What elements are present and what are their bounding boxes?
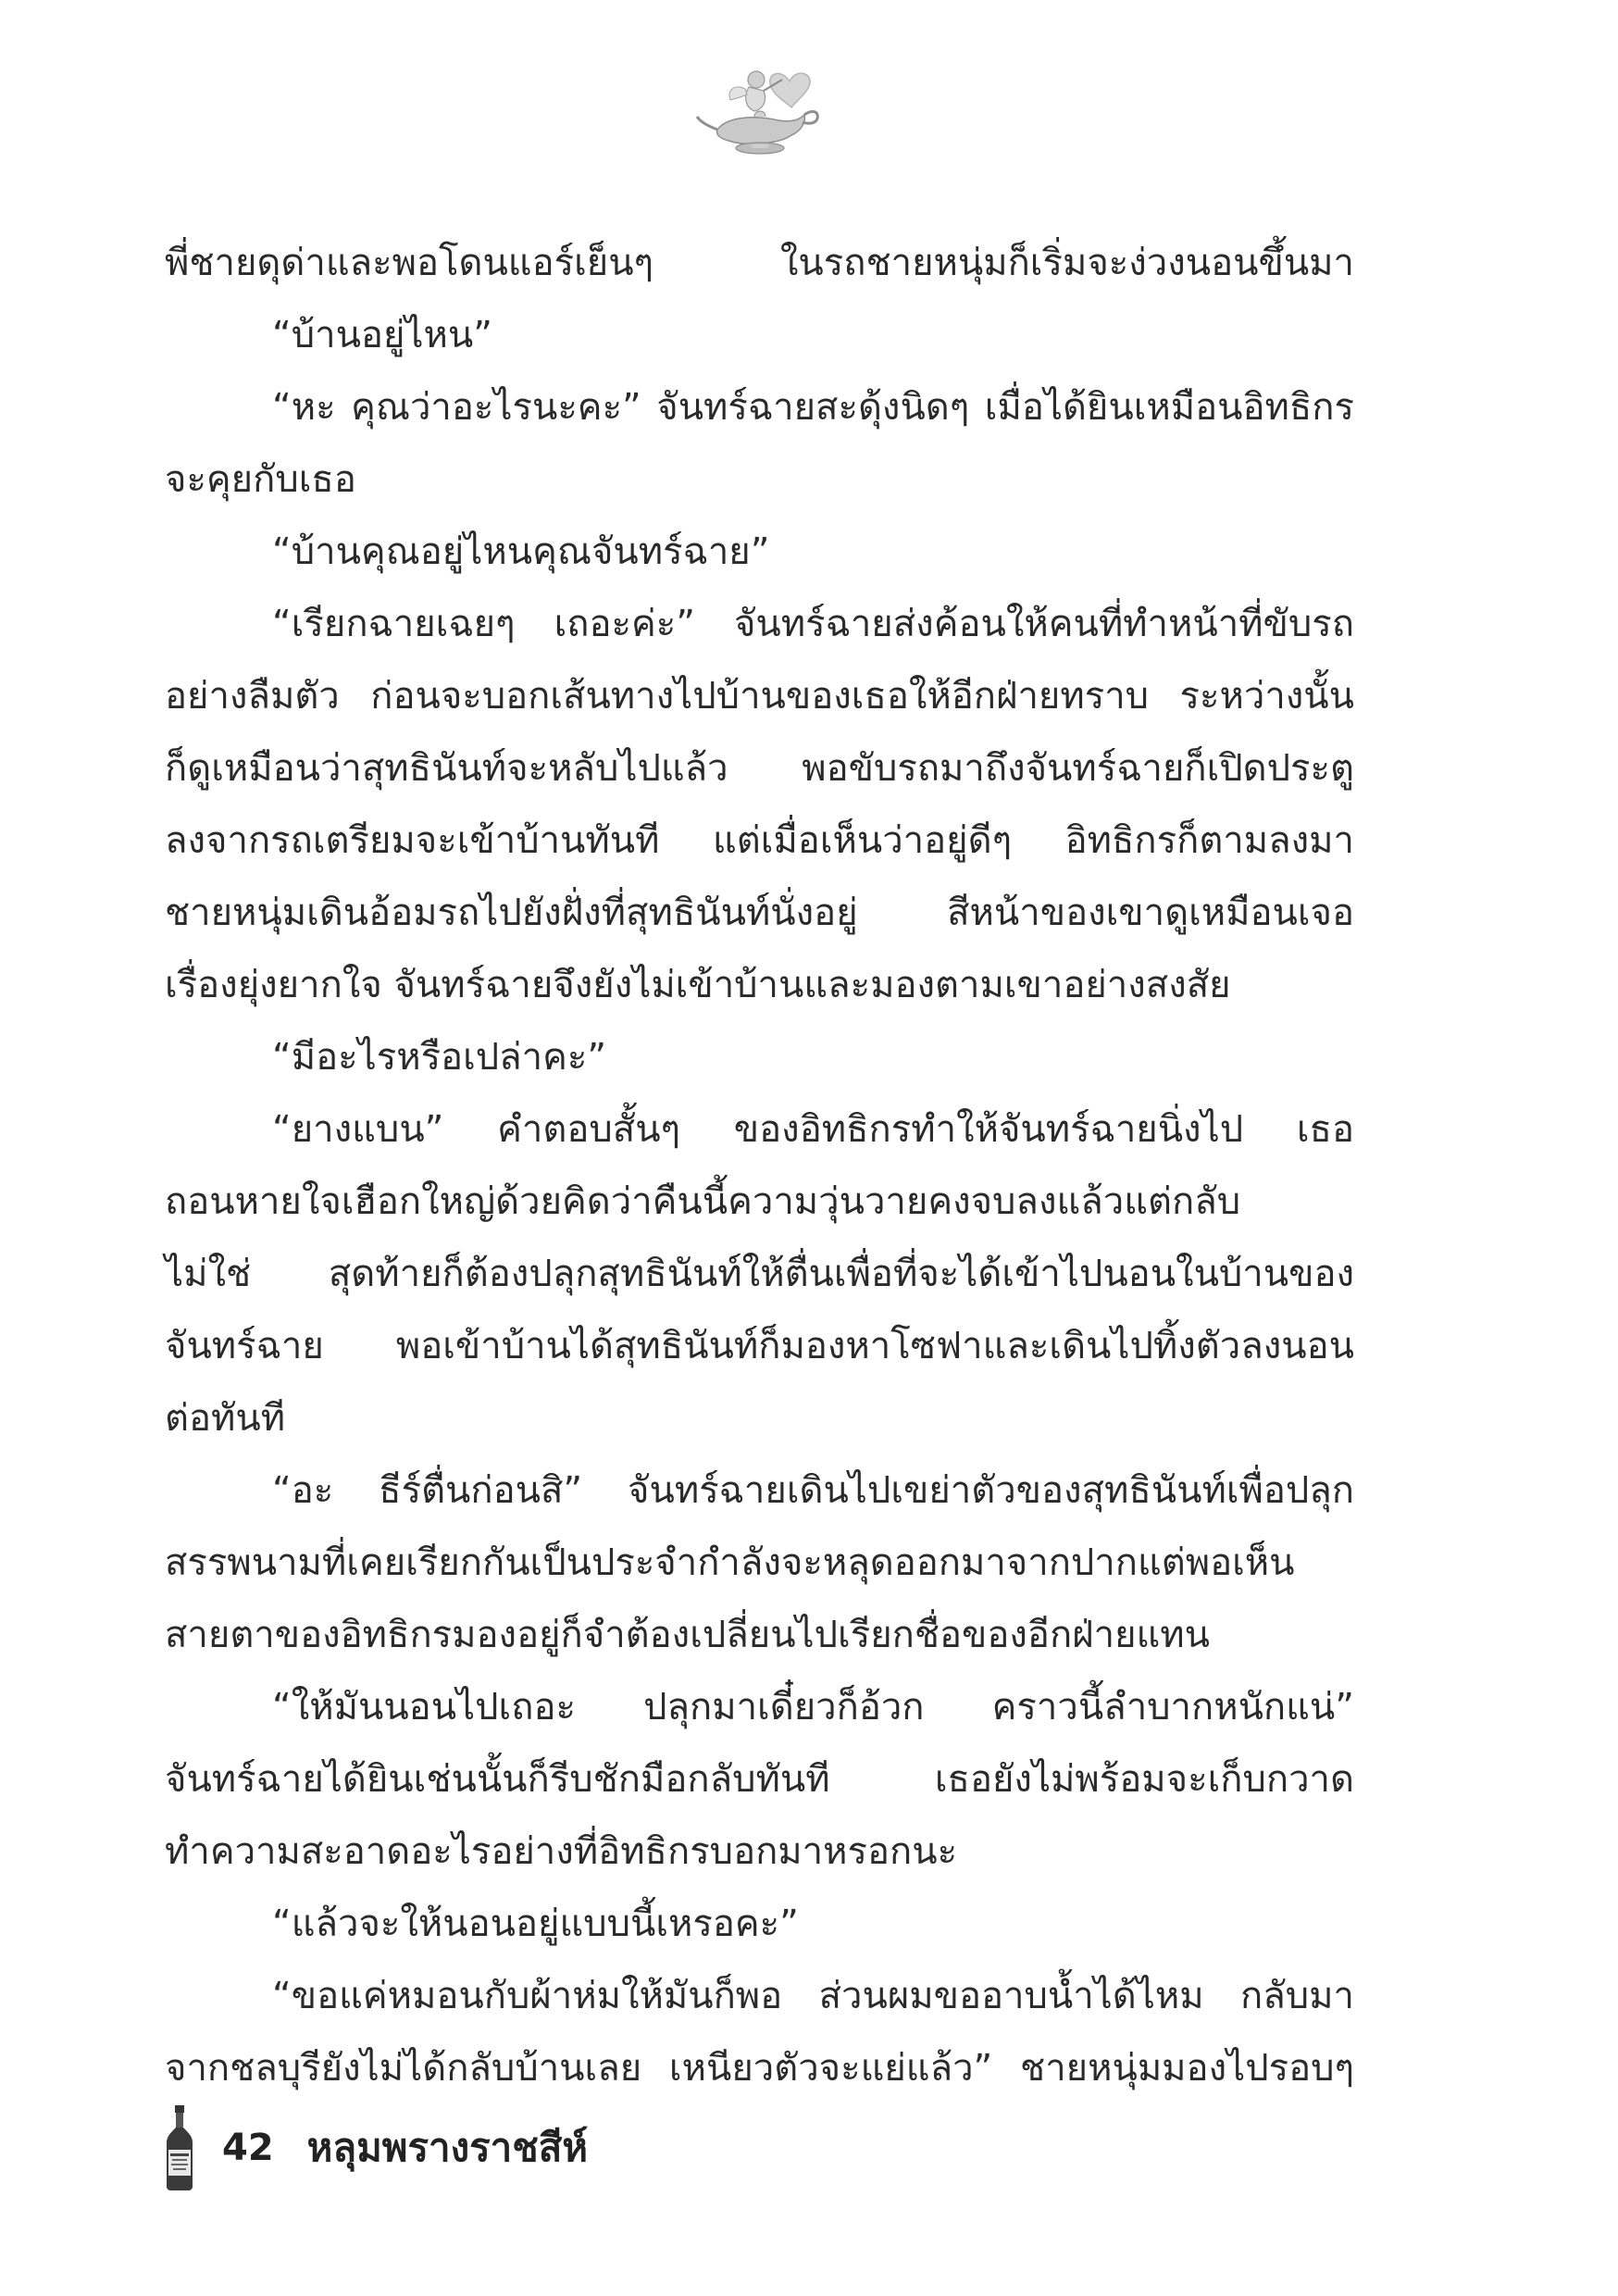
text-line: “ยางแบน” คำตอบสั้นๆ ของอิทธิกรทำให้จันทร์ฉายนิ่งไป เธอ — [272, 1108, 1354, 1151]
text-line: “ให้มันนอนไปเถอะ ปลุกมาเดี๋ยวก็อ้วก คราวนี้ลำบากหนักแน่” — [272, 1686, 1354, 1728]
text-line: “บ้านอยู่ไหน” — [272, 314, 492, 356]
lamp-cupid-icon — [690, 56, 828, 167]
text-line: พี่ชายดุด่าและพอโดนแอร์เย็นๆ ในรถชายหนุ่มก็เริ่มจะง่วงนอนขึ้นมา — [165, 242, 1354, 284]
text-line: ทำความสะอาดอะไรอย่างที่อิทธิกรบอกมาหรอกนะ — [165, 1830, 958, 1873]
text-line: ต่อทันที — [165, 1397, 286, 1440]
page-number: 42 — [222, 2127, 274, 2169]
text-line: ชายหนุ่มเดินอ้อมรถไปยังฝั่งที่สุทธินันท์นั่งอยู่ สีหน้าของเขาดูเหมือนเจอ — [165, 892, 1354, 934]
text-line: จันทร์ฉายได้ยินเช่นนั้นก็รีบชักมือกลับทันที เธอยังไม่พร้อมจะเก็บกวาด — [165, 1758, 1354, 1801]
text-line: อย่างลืมตัว ก่อนจะบอกเส้นทางไปบ้านของเธอให้อีกฝ่ายทราบ ระหว่างนั้น — [165, 675, 1354, 718]
text-line: จากชลบุรียังไม่ได้กลับบ้านเลย เหนียวตัวจะแย่แล้ว” ชายหนุ่มมองไปรอบๆ — [165, 2047, 1354, 2090]
text-line: จะคุยกับเธอ — [165, 458, 356, 501]
text-line: ถอนหายใจเฮือกใหญ่ด้วยคิดว่าคืนนี้ความวุ่นวายคงจบลงแล้วแต่กลับ — [165, 1180, 1241, 1223]
text-line: เรื่องยุ่งยากใจ จันทร์ฉายจึงยังไม่เข้าบ้านและมองตามเขาอย่างสงสัย — [165, 964, 1231, 1006]
text-line: “มีอะไรหรือเปล่าคะ” — [272, 1036, 607, 1079]
text-line: ก็ดูเหมือนว่าสุทธินันท์จะหลับไปแล้ว พอขับรถมาถึงจันทร์ฉายก็เปิดประตู — [165, 747, 1354, 790]
text-line: “บ้านคุณอยู่ไหนคุณจันทร์ฉาย” — [272, 530, 770, 573]
text-line: “หะ คุณว่าอะไรนะคะ” จันทร์ฉายสะดุ้งนิดๆ เมื่อได้ยินเหมือนอิทธิกร — [272, 386, 1354, 429]
text-line: สรรพนามที่เคยเรียกกันเป็นประจำกำลังจะหลุดออกมาจากปากแต่พอเห็น — [165, 1541, 1295, 1584]
text-line: ไม่ใช่ สุดท้ายก็ต้องปลุกสุทธินันท์ให้ตื่นเพื่อที่จะได้เข้าไปนอนในบ้านของ — [165, 1253, 1354, 1295]
book-title: หลุมพรางราชสีห์ — [306, 2125, 589, 2170]
text-line: สายตาของอิทธิกรมองอยู่ก็จำต้องเปลี่ยนไปเรียกชื่อของอีกฝ่ายแทน — [165, 1614, 1211, 1656]
text-line: “เรียกฉายเฉยๆ เถอะค่ะ” จันทร์ฉายส่งค้อนให้คนที่ทำหน้าที่ขับรถ — [272, 603, 1354, 645]
text-line: “แล้วจะให้นอนอยู่แบบนี้เหรอคะ” — [272, 1903, 799, 1945]
text-line: “ขอแค่หมอนกับผ้าห่มให้มันก็พอ ส่วนผมขออาบน้ำได้ไหม กลับมา — [272, 1975, 1354, 2017]
body-text — [165, 227, 1354, 2104]
whiskey-bottle-icon — [165, 2105, 194, 2190]
page-footer — [165, 2106, 588, 2190]
text-line: “อะ ธีร์ตื่นก่อนสิ” จันทร์ฉายเดินไปเขย่าตัวของสุทธินันท์เพื่อปลุก — [272, 1469, 1354, 1512]
text-line: จันทร์ฉาย พอเข้าบ้านได้สุทธินันท์ก็มองหาโซฟาและเดินไปทิ้งตัวลงนอน — [165, 1325, 1354, 1367]
text-line: ลงจากรถเตรียมจะเข้าบ้านทันที แต่เมื่อเห็นว่าอยู่ดีๆ อิทธิกรก็ตามลงมา — [165, 819, 1354, 862]
